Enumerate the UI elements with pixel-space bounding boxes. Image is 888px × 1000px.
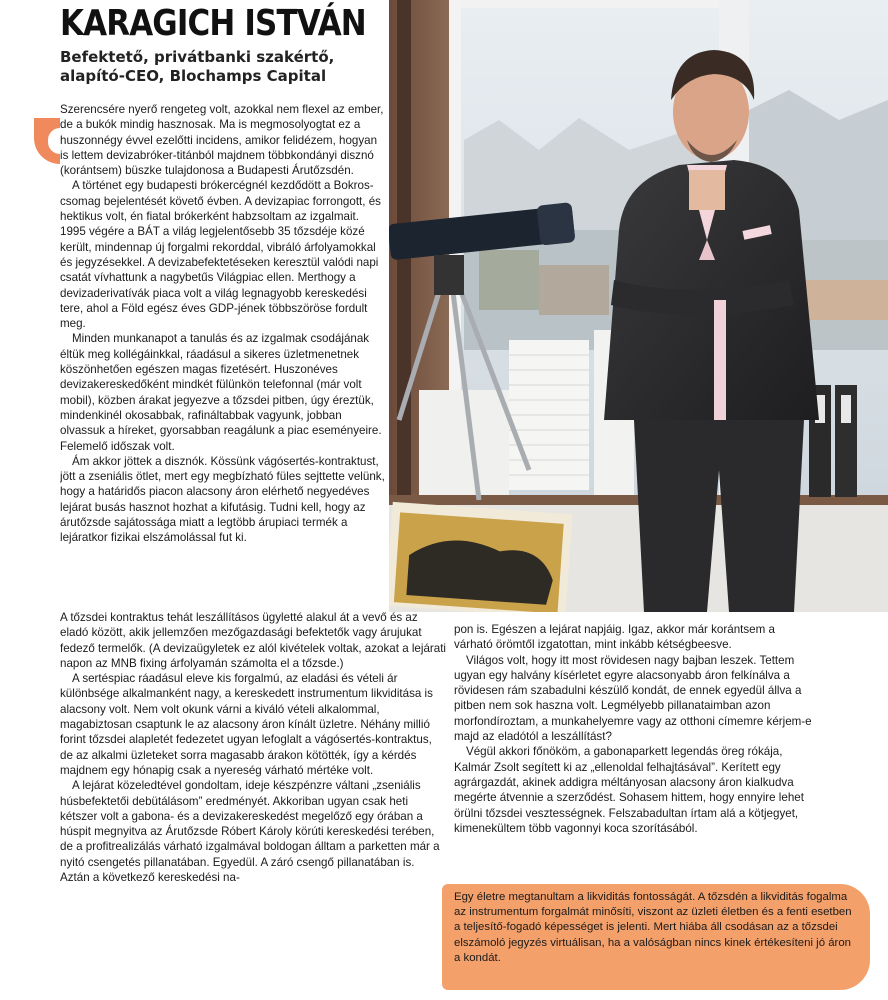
quote-accent-icon — [34, 118, 60, 164]
paragraph: Világos volt, hogy itt most rövidesen nagy bajban leszek. Tettem ugyan egy halvány kísérletet egyre alacsonyabb áron felkínálva a rövidesen rám szabadulni készülő kondát, de ennek egyedül állva a pitben nem sok haszna volt. Legmélyebb pillanataimban azon morfondíroztam, a munkahelyemre vagy az otthoni címemre kérjem-e majd az eladótól a leszállítást? — [454, 653, 812, 744]
subtitle-line-1: Befektető, privátbanki szakértő, — [60, 48, 335, 66]
paragraph: A lejárat közeledtével gondoltam, ideje készpénzre váltani „zseniális húsbefektetői debütálásom” eredményét. Akkoriban ugyan csak heti kétszer volt a gabona- és a devizakereskedést megelőző egy órában a húspit megnyitva az Árutőzsde Róbert Károly körúti kereskedési terében, de a profitrealizálás várható izgalmával boldogan álltam a parketten már a nyitó csengetés pillanatában. Egyedül. A záró csengő pillanatában is. Aztán a következő kereskedési na- — [60, 779, 440, 885]
right-column — [454, 622, 814, 892]
paragraph: Minden munkanapot a tanulás és az izgalmak csodájának éltük meg kollégáinkkal, ráadásul a sikeres üzletmenetnek köszönhetően egészen magas fizetésért. Huszonéves devizakereskedőként mindkét fülünkön telefonnal (már volt mobil), közben árakat jegyezve a tőzsdei pitben, úgy éreztük, mindenkinél okosabbak, rafináltabbak vagyunk, jobban olvassuk a híreket, gyorsabban reagálunk a piac eseményeire. Felemelő időszak volt. — [60, 332, 382, 453]
paragraph: A sertéspiac ráadásul eleve kis forgalmú, az eladási és vételi ár különbsége alkalmanként nagy, a kereskedett instrumentum likviditása is alacsony volt. Nem volt okunk várni a kiváló vételi alkalommal, magabiztosan csaptunk le az alacsony áron kínált üzletre. Néhány millió forint tőzsdei alapletét fedezetet ugyan lefoglalt a vágósertés-kontraktus, de az alkalmi üzleteket sorra magasabb árakon kötötték, így a kérdés majdnem egy hónapig csak a nyereség várható mértéke volt. — [60, 672, 433, 777]
portrait-photo — [389, 0, 888, 612]
paragraph: pon is. Egészen a lejárat napjáig. Igaz, akkor már korántsem a várható örömtől izgatottan, mint inkább kétségbeesve. — [454, 623, 775, 652]
left-column-lower — [60, 610, 446, 1000]
paragraph: A tőzsdei kontraktus tehát leszállításos ügyletté alakul át a vevő és az eladó között, akik jellemzően mezőgazdasági befektetők vagy árujukat fedező termelők. (A devizaügyletek ez alól kivételek voltak, azokat a lejárati napon az MNB fixing árfolyamán számolta el a tőzsde.) — [60, 611, 446, 670]
page-title: KARAGICH ISTVÁN — [60, 3, 366, 44]
page-subtitle — [60, 48, 390, 86]
paragraph: A történet egy budapesti brókercégnél kezdődött a Bokros-csomag bejelentését követő évben. A devizapiac forrongott, és hektikus volt, én fiatal brókerként habzsoltam az izgalmait. 1995 végére a BÁT a világ legjelentősebb 35 tőzsdéje közé került, mindennap új forgalmi rekorddal, vibráló árfolyamokkal és jegyzésekkel. A devizabefektetéseken keresztül valódi napi csatát vívhattunk a nagybetűs Világpiac ellen. Merthogy a devizaderivatívák piaca volt a világ legnagyobb kereskedési tere, ahol a Föld egész éves GDP-jének többszöröse fordult meg. — [60, 179, 381, 331]
paragraph: Végül akkori főnököm, a gabonaparkett legendás öreg rókája, Kalmár Zsolt segített ki az „ellenoldal felhajtásával”. Kerített egy agrárgazdát, akinek addigra méltányosan alacsony áron kialkudva megérte átvennie a szerződést. Sohasem hittem, hogy ennyire lehet örülni tőzsdei vesztességnek. Felszabadultan írtam alá a kötjegyet, kimenekültem több vagonnyi koca szorításából. — [454, 745, 804, 835]
subtitle-line-2: alapító-CEO, Blochamps Capital — [60, 67, 327, 85]
paragraph: Ám akkor jöttek a disznók. Kössünk vágósertés-kontraktust, jött a zseniális ötlet, mert egy megbízható füles sejttette velünk, hogy a határidős piacon alacsony áron elérhető negyedéves lejárat busás hasznot hozhat a kifutásig. Tudni kell, hogy az árutőzsde sajátossága miatt a legtöbb árupiaci termék a lejáratkor fizikai elszámolással fut ki. — [60, 454, 385, 545]
highlight-text: Egy életre megtanultam a likviditás fontosságát. A tőzsdén a likviditás fogalma az instrumentum forgalmát minősíti, viszont az üzleti életben és a fenti esetben a teljesítő-fogadó képességet is jelenti. Mert hiába áll csodásan az a tőzsdei elszámoló jegyzés virtuálisan, ha a valóságban nincs kinek értékesíteni jó áron a kondát. — [454, 891, 852, 964]
paragraph: Szerencsére nyerő rengeteg volt, azokkal nem flexel az ember, de a bukók mindig hasznosak. Ma is megmosolyogtat ez a huszonnégy évvel ezelőtti incidens, amikor felidézem, hogyan is lettem devizabróker-titánból majdnem többkondányi disznó (korántsem) büszke tulajdonosa a Budapesti Árutőzsdén. — [60, 103, 384, 178]
